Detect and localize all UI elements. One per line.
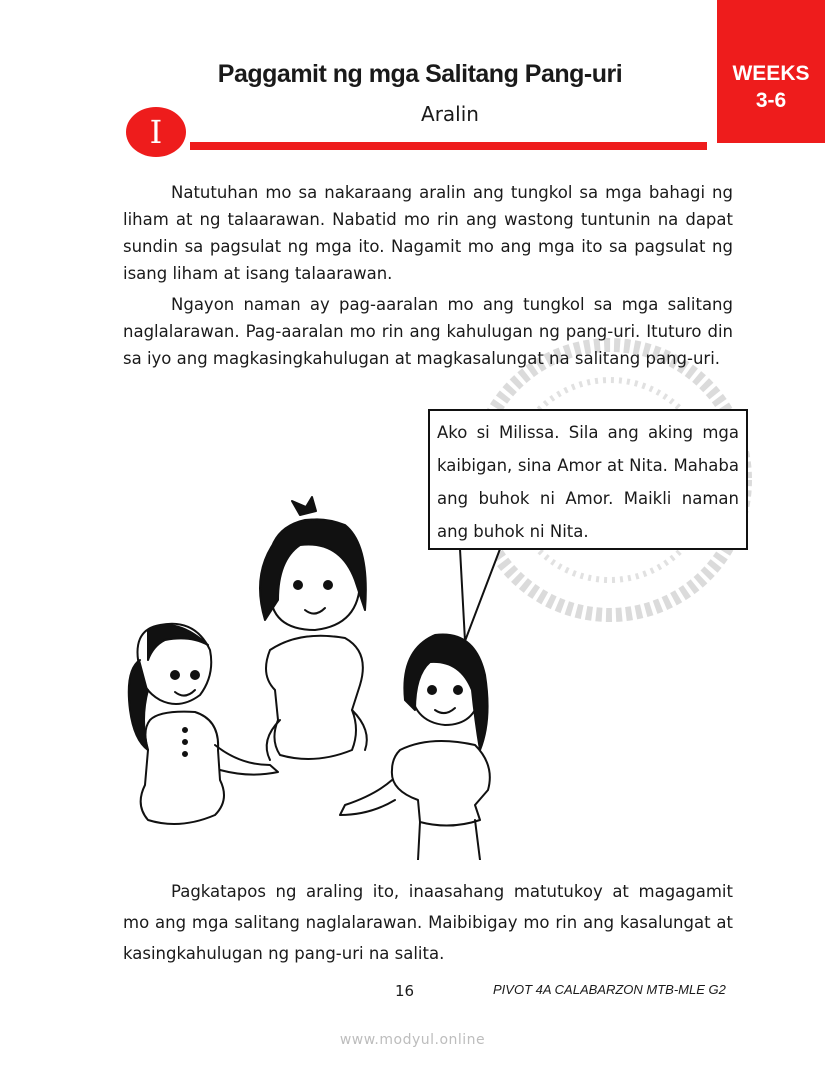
section-badge: I [126,107,186,157]
page-number: 16 [395,982,415,1000]
publication-label: PIVOT 4A CALABARZON MTB-MLE G2 [493,982,726,997]
site-watermark: www.modyul.online [339,1032,486,1048]
speech-bubble: Ako si Milissa. Sila ang aking mga kaibigan, sina Amor at Nita. Mahaba ang buhok ni Amor. Maikli naman ang buhok ni Nita. [428,409,748,550]
weeks-tab [717,0,825,143]
girl-middle-figure [260,497,367,760]
weeks-label: WEEKS [732,62,810,85]
weeks-range: 3-6 [755,89,787,112]
lesson-paragraph: Ngayon naman ay pag-aaralan mo ang tungkol sa mga salitang naglalarawan. Pag-aaralan mo rin ang kahulugan ng pang-uri. Ituturo din sa iyo ang magkasingkahulugan at magkasalungat na salitang pang-uri. [123,295,733,368]
objective-paragraph: Pagkatapos ng araling ito, inaasahang matutukoy at magagamit mo ang mga salitang naglalarawan. Maibibigay mo rin ang kasalungat at kasingkahulugan ng pang-uri na salita. [123,882,733,963]
intro-paragraph: Natutuhan mo sa nakaraang aralin ang tungkol sa mga bahagi ng liham at ng talaarawan. Nabatid mo rin ang wastong tuntunin na dapat sundin sa pagsulat ng mga ito. Nagamit mo ang mga ito sa pagsulat ng isang liham at isang talaarawan. [123,183,733,283]
page-title: Paggamit ng mga Salitang Pang-uri [217,60,623,88]
page-subtitle: Aralin [421,102,479,126]
girl-left-figure [129,624,278,824]
title-divider [190,142,707,150]
speech-bubble-tail [455,546,515,646]
